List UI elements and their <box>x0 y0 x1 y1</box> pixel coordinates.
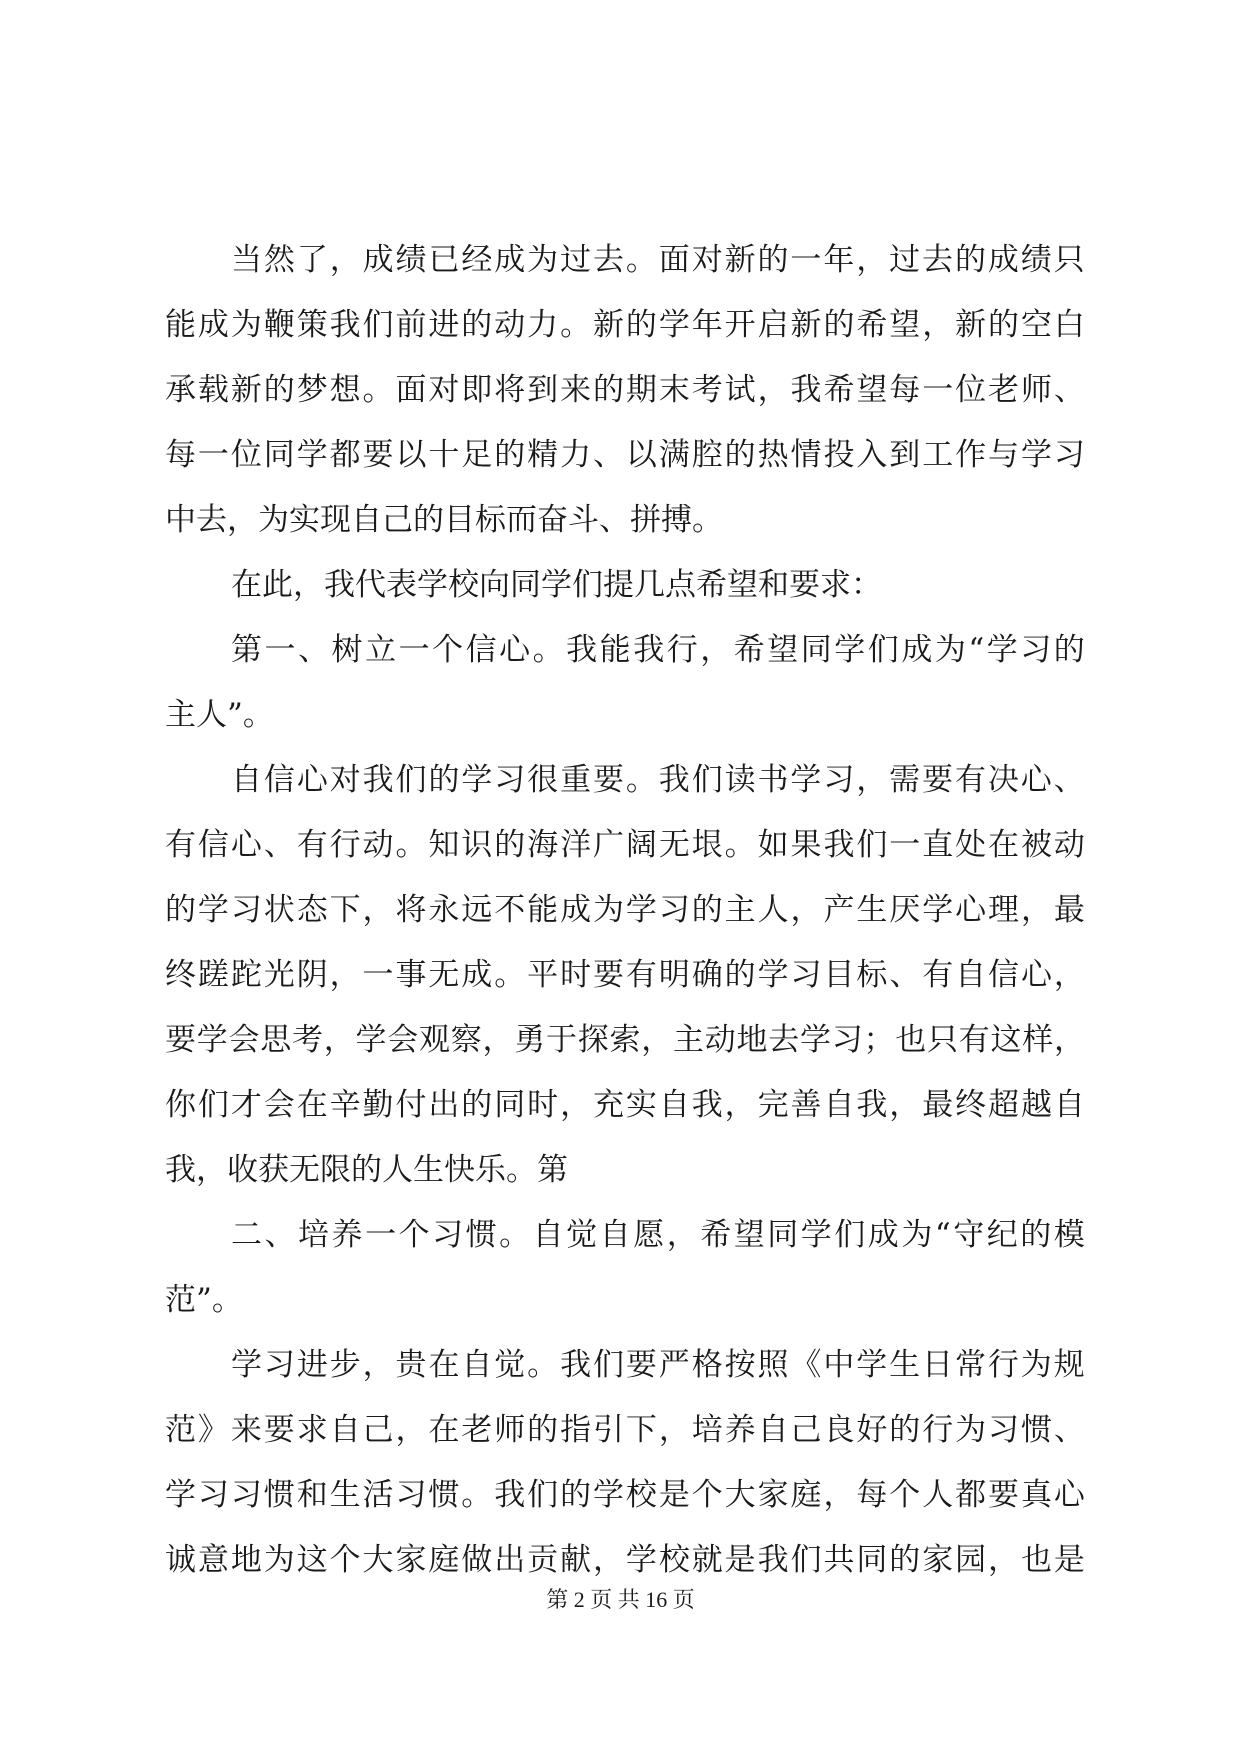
text-line: 范 》 来 要 求 自 己 ， 在 老 师 的 指 引 下 ， 培 养 自 己 良 好 的 行 为 习 惯 、 <box>165 1412 1085 1448</box>
text-line: 要 学 会 思 考 ， 学 会 观 察 ， 勇 于 探 索 ， 主 动 地 去 学 习 ； 也 只 有 这 样 ， <box>165 1022 1085 1058</box>
text-line: 每 一 位 同 学 都 要 以 十 足 的 精 力 、 以 满 腔 的 热 情 投 入 到 工 作 与 学 习 <box>165 437 1085 473</box>
text-line: 主人”。 <box>165 697 274 733</box>
text-line: 能 成 为 鞭 策 我 们 前 进 的 动 力 。 新 的 学 年 开 启 新 的 希 望 ， 新 的 空 白 <box>165 307 1085 343</box>
text-line: 有 信 心 、 有 行 动 。 知 识 的 海 洋 广 阔 无 垠 。 如 果 我 们 一 直 处 在 被 动 <box>165 827 1085 863</box>
text-line: 的 学 习 状 态 下 ， 将 永 远 不 能 成 为 学 习 的 主 人 ， 产 生 厌 学 心 理 ， 最 <box>165 892 1085 928</box>
text-line: 第 一 、 树 立 一 个 信 心 。 我 能 我 行 ， 希 望 同 学 们 成 为 “ 学 习 的 <box>231 632 1085 668</box>
text-line: 在此，我代表学校向同学们提几点希望和要求： <box>231 567 882 603</box>
text-line: 中去，为实现自己的目标而奋斗、拼搏。 <box>165 502 723 538</box>
page-footer: 第 2 页 共 16 页 <box>546 1587 695 1612</box>
text-line: 二 、 培 养 一 个 习 惯 。 自 觉 自 愿 ， 希 望 同 学 们 成 为 “ 守 纪 的 模 <box>231 1217 1085 1253</box>
text-line: 诚 意 地 为 这 个 大 家 庭 做 出 贡 献 ， 学 校 就 是 我 们 共 同 的 家 园 ， 也 是 <box>165 1542 1085 1578</box>
body-text <box>165 228 1085 1593</box>
text-line: 学 习 进 步 ， 贵 在 自 觉 。 我 们 要 严 格 按 照 《 中 学 生 日 常 行 为 规 <box>231 1347 1085 1383</box>
text-line: 当 然 了 ， 成 绩 已 经 成 为 过 去 。 面 对 新 的 一 年 ， 过 去 的 成 绩 只 <box>231 242 1085 278</box>
text-line: 范”。 <box>165 1282 243 1318</box>
text-line: 终 蹉 跎 光 阴 ， 一 事 无 成 。 平 时 要 有 明 确 的 学 习 目 标 、 有 自 信 心 ， <box>165 957 1085 993</box>
text-line: 学 习 习 惯 和 生 活 习 惯 。 我 们 的 学 校 是 个 大 家 庭 ， 每 个 人 都 要 真 心 <box>165 1477 1085 1513</box>
text-line: 承 载 新 的 梦 想 。 面 对 即 将 到 来 的 期 末 考 试 ， 我 希 望 每 一 位 老 师 、 <box>165 372 1085 408</box>
text-line: 自 信 心 对 我 们 的 学 习 很 重 要 。 我 们 读 书 学 习 ， 需 要 有 决 心 、 <box>231 762 1085 798</box>
text-line: 你 们 才 会 在 辛 勤 付 出 的 同 时 ， 充 实 自 我 ， 完 善 自 我 ， 最 终 超 越 自 <box>165 1087 1085 1123</box>
text-line: 我，收获无限的人生快乐。第 <box>165 1152 568 1188</box>
